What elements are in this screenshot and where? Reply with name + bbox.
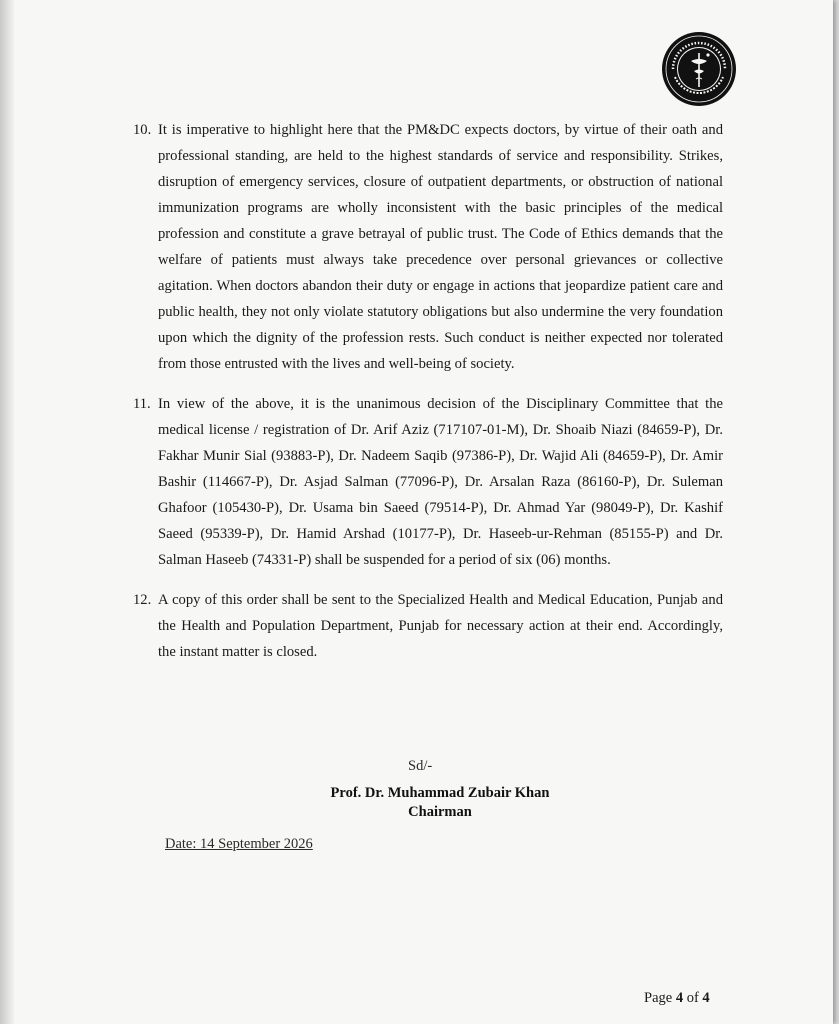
page-label: Page [644,990,673,1006]
paragraph-text: In view of the above, it is the unanimous decision of the Disciplinary Committee that the medical license / registration of Dr. Arif Aziz (717107-01-M), Dr. Shoaib Niazi (84659-P), Dr. Fakhar Munir Sial (93883-P), Dr. Nadeem Saqib (97386-P), Dr. Wajid Ali (84659-P), Dr. Amir Bashir (114667-P), Dr. Asjad Salman (77096-P), Dr. Arsalan Raza (86160-P), Dr. Suleman Ghafoor (105430-P), Dr. Usama bin Saeed (79514-P), Dr. Ahmad Yar (98049-P), Dr. Kashif Saeed (95339-P), Dr. Hamid Arshad (10177-P), Dr. Haseeb-ur-Rehman (85155-P) and Dr. Salman Haseeb (74331-P) shall be suspended for a period of six (06) months. [158,396,723,568]
council-seal-logo [661,31,737,107]
paragraph-number: 12. [133,592,152,608]
paragraph-number: 10. [133,122,152,138]
page-number [644,990,710,1007]
page-of: of [686,990,699,1006]
signer-name: Prof. Dr. Muhammad Zubair Khan [330,785,550,801]
signature-sd: Sd/- [408,758,433,774]
paragraph-number: 11. [133,396,151,412]
page-total: 4 [702,990,710,1006]
page-edge-shadow [0,0,14,1024]
paragraph-text: A copy of this order shall be sent to the Specialized Health and Medical Education, Punjab and the Health and Population Department, Punjab for necessary action at their end. Accordingly, the instant matter is closed. [158,592,723,660]
signer-title: Chairman [408,804,472,820]
paragraph-10 [133,117,723,377]
document-date: Date: 14 September 2026 [165,836,313,852]
signature-block [300,784,580,822]
paragraph-12 [133,587,723,665]
paragraph-text: It is imperative to highlight here that the PM&DC expects doctors, by virtue of their oath and professional standing, are held to the highest standards of service and responsibility. Strikes, disruption of emergency services, closure of outpatient departments, or obstruction of national immunization programs are wholly inconsistent with the basic principles of the medical profession and constitute a grave betrayal of public trust. The Code of Ethics demands that the welfare of patients must always take precedence over personal grievances or collective agitation. When doctors abandon their duty or engage in actions that jeopardize patient care and public health, they not only violate statutory obligations but also undermine the very foundation upon which the dignity of the profession rests. Such conduct is neither expected nor tolerated from those entrusted with the lives and well-being of society. [158,122,723,372]
page-current: 4 [675,990,684,1006]
paragraph-11 [133,391,723,573]
